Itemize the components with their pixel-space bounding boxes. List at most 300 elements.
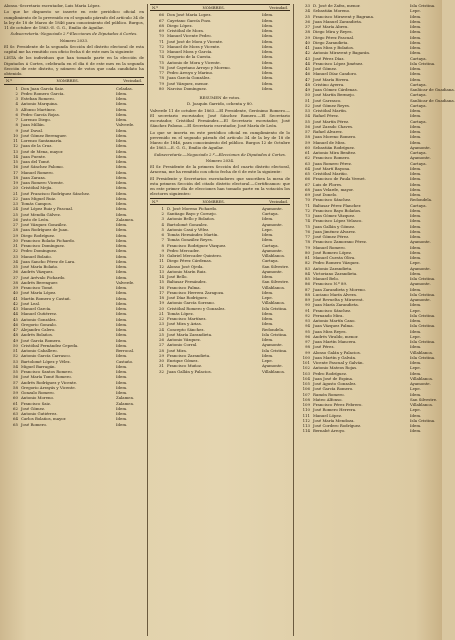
voter-name: Miguel Barragán. <box>21 363 56 369</box>
row-number: 78 <box>159 75 164 81</box>
column-rule <box>147 4 148 636</box>
voter-town: Cartaya. <box>410 118 427 124</box>
voter-town: Idem. <box>410 50 422 56</box>
row-number: 20 <box>159 305 164 311</box>
voter-name: Justo de León. <box>21 216 50 222</box>
voter-name: Don Juan García Saiz. <box>21 85 65 91</box>
row-number: 43 <box>13 306 18 311</box>
voter-town: Idem. <box>116 321 128 327</box>
row-number: 69 <box>159 28 164 33</box>
voter-town: Idem. <box>410 234 422 239</box>
voter-town: Idem. <box>410 302 422 308</box>
row-number: 20 <box>13 185 18 191</box>
voter-name: Carlos Bolaños, mayor. <box>21 416 67 422</box>
row-number: 55 <box>305 118 310 124</box>
voter-name: José Pérez Díaz. <box>313 55 345 61</box>
voter-town: Idem. <box>116 180 128 185</box>
voter-town: Idem. <box>116 127 128 133</box>
voter-name: Esteban Romero. <box>21 96 55 101</box>
voter-town: Idem. <box>410 76 422 82</box>
row-number: 25 <box>13 211 18 217</box>
voter-name: Gregorio Gonzalo. <box>21 321 57 327</box>
voter-town: Lepe. <box>262 358 273 363</box>
row-number: 60 <box>13 395 18 401</box>
row-number: 58 <box>305 134 310 140</box>
voter-name: Francisco Sánchez. <box>313 197 352 203</box>
voter-name: Rafael Pérez. <box>313 113 340 119</box>
row-number: 36 <box>13 269 18 275</box>
voter-name: Manuel Romero. <box>313 244 346 250</box>
row-number: 37 <box>305 24 310 29</box>
voter-name: Martín Romero y Castañ. <box>21 295 71 301</box>
row-number: 7 <box>15 117 18 122</box>
row-number: 81 <box>305 255 310 260</box>
voter-name: Juan Manuel Zarandieta. <box>313 18 363 24</box>
voter-town: Idem. <box>116 390 128 395</box>
row-number: 13 <box>13 148 18 154</box>
row-number: 90 <box>305 302 310 308</box>
voter-town: Idem. <box>116 195 128 201</box>
voter-town: Zalamea. <box>116 216 135 222</box>
voter-town: Idem. <box>410 139 422 145</box>
row-number: 72 <box>159 43 164 49</box>
voter-town: Idem. <box>410 123 422 129</box>
voter-town: Cartaya. <box>410 92 427 98</box>
voter-name: José Francisco Rodríguez Sánchez. <box>21 190 91 196</box>
row-number: 49 <box>305 87 310 92</box>
row-number: 10 <box>159 253 164 258</box>
voter-name: José María Zarandieta. <box>167 331 213 337</box>
voter-town: Idem. <box>116 258 128 264</box>
voter-town: Lepe. <box>262 295 273 300</box>
row-number: 22 <box>159 316 164 321</box>
voter-town: Idem. <box>116 290 128 296</box>
voter-town: Idem. <box>410 360 422 365</box>
voter-name: José Cordero Rodríguez. <box>313 423 362 428</box>
voter-town: Lepe. <box>410 407 421 413</box>
voter-town: Idem. <box>410 318 422 323</box>
voter-name: José Carrasco. <box>313 97 342 103</box>
row-number: 4 <box>161 221 164 227</box>
row-number: 88 <box>305 291 310 297</box>
voter-town: Villablanca. <box>262 300 286 306</box>
paragraph: Valverde 11 de octubre de 1863.—El Presidente, Gerónimo Romero.—El secretario escrutador, José Sánchez Romero.—El Secretario escrutador, Cristóbal Fernández.—El Secretario escrutador, José Sánchez Palomo.—El Secretario escrutador, José María de León. <box>150 107 290 129</box>
voter-town: Celadas. <box>116 85 133 91</box>
voter-name: Sebastián Moreno. <box>313 8 351 14</box>
voter-name: Cristóbal Martín. <box>313 108 347 113</box>
row-number: 17 <box>13 169 18 175</box>
voter-list <box>296 3 455 434</box>
voter-name: Francisco Miravent y Bagrana. <box>313 13 375 19</box>
row-number: 57 <box>13 379 18 385</box>
voter-town: Redondela. <box>410 197 433 203</box>
row-number: 96 <box>305 333 310 339</box>
voter-name: Alonso José Ojeda. <box>167 263 204 269</box>
voter-town: Idem. <box>116 416 128 422</box>
voter-name: Cayetano García Pozo. <box>167 17 212 23</box>
voter-town: Ayamonte. <box>262 268 283 274</box>
voter-name: José Martín Bermejo. <box>313 92 355 98</box>
voter-town: Idem. <box>262 38 274 44</box>
voter-name: Francisco Domínguez. <box>21 243 66 248</box>
row-number: 54 <box>13 363 18 369</box>
row-number: 72 <box>305 207 310 213</box>
numero: Número 2033. <box>59 37 89 43</box>
voter-name: José Duval. <box>21 127 44 133</box>
voter-name: Ramón Romero. <box>313 391 345 397</box>
voter-name: Francisco Romero. <box>313 155 351 161</box>
voter-name: Manuel Bolaño. <box>21 253 52 259</box>
row-number: 92 <box>305 312 310 318</box>
voter-town: Idem. <box>262 17 274 23</box>
voter-town: Idem. <box>116 243 128 248</box>
voter-name: Francisco Muñoz. <box>167 363 203 369</box>
voter-name: Antonio Marquina. <box>21 101 59 107</box>
row-number: 95 <box>305 328 310 334</box>
voter-name: Juan Miguel Ruiz. <box>21 195 57 201</box>
voter-town: Idem. <box>116 411 128 416</box>
voter-name: Cristino Ayerra. <box>313 81 345 87</box>
row-number: 32 <box>13 248 18 254</box>
voter-town: Idem. <box>410 223 422 229</box>
voter-name: Juan Mira Reyes. <box>313 328 347 334</box>
voter-name: Diego Pérez Pascual. <box>313 34 355 40</box>
voter-town: Idem. <box>116 174 128 180</box>
resumen-title: RESUMEN de votos. <box>199 95 241 100</box>
row-number: 46 <box>13 321 18 327</box>
voter-town: Idem. <box>410 24 422 29</box>
row-number: 2 <box>15 90 18 96</box>
row-number: 11 <box>159 258 164 264</box>
voter-name: D. José de Zafra, menor. <box>313 3 361 8</box>
row-number: 9 <box>161 247 164 253</box>
voter-name: José Sánchez Palomo. <box>21 164 64 170</box>
voter-town: Idem. <box>410 45 422 50</box>
voter-town: Idem. <box>262 54 274 60</box>
voter-town: Idem. <box>116 190 128 196</box>
voter-town: Cartaya. <box>410 160 427 166</box>
voter-town: Idem. <box>116 269 128 275</box>
row-number: 10 <box>13 132 18 138</box>
voter-town: Idem. <box>410 228 422 234</box>
voter-town: San Silvestre. <box>262 263 290 269</box>
row-number: 111 <box>302 412 310 418</box>
voter-town: Idem. <box>116 96 128 101</box>
voter-town: Idem. <box>410 134 422 140</box>
row-number: 49 <box>13 337 18 343</box>
row-number: 41 <box>13 295 18 301</box>
voter-town: Zalamea. <box>116 395 135 401</box>
voter-town: Idem. <box>262 321 274 327</box>
row-number: 101 <box>302 360 310 365</box>
row-number: 13 <box>159 268 164 274</box>
voter-town: Idem. <box>262 59 274 65</box>
voter-name: Cristóbal Mariño. <box>313 171 348 176</box>
voter-name: Juan Millán. <box>21 122 45 128</box>
voter-name: Cristóbal Romero y Gonzalez. <box>167 305 226 311</box>
voter-town: Idem. <box>116 374 128 380</box>
row-number: 73 <box>305 213 310 218</box>
voter-town: Idem. <box>116 405 128 411</box>
voter-town: Idem. <box>262 75 274 81</box>
voter-name: Juan Moreno Romero. <box>313 134 357 140</box>
voter-town: Idem. <box>410 34 422 40</box>
voter-town: Idem. <box>410 18 422 24</box>
voter-town: Idem. <box>116 248 128 254</box>
row-number: 108 <box>302 396 310 402</box>
column-1 <box>4 3 144 637</box>
voter-town: Idem. <box>116 153 128 159</box>
voter-town: Idem. <box>116 90 128 96</box>
voter-town: Idem. <box>116 206 128 212</box>
voter-town: Idem. <box>116 369 128 374</box>
voter-town: Isla Cristina. <box>410 312 436 318</box>
row-number: 42 <box>305 50 310 56</box>
voter-name: José Mira. <box>167 347 188 353</box>
voter-town: Idem. <box>262 33 274 39</box>
voter-town: Idem. <box>116 117 128 122</box>
row-number: 6 <box>15 111 18 117</box>
voter-town: Ayamonte. <box>410 155 431 161</box>
row-number: 73 <box>159 49 164 54</box>
voter-name: Pedro Romero Vázquez. <box>313 260 360 266</box>
voter-name: José María Tomé Romero. <box>21 374 72 380</box>
row-number: 37 <box>13 274 18 280</box>
voter-town: Idem. <box>410 181 422 187</box>
voter-name: Antonio Gutiérrez. <box>21 411 58 416</box>
row-number: 6 <box>161 232 164 237</box>
row-number: 26 <box>13 216 18 222</box>
row-number: 61 <box>13 400 18 406</box>
voter-name: Andrés Rodríguez y Vicente. <box>21 379 78 385</box>
voter-town: Idem. <box>410 213 422 218</box>
voter-name: José Vázquez, menor. <box>167 80 209 86</box>
voter-town: Idem. <box>116 300 128 306</box>
voter-name: Juan Gallán y Gómez. <box>313 223 356 229</box>
voter-town: Isla Cristina. <box>410 339 436 344</box>
voter-town: Idem. <box>262 80 274 86</box>
voter-town: Idem. <box>116 201 128 206</box>
voter-name: Andrés Vázquez. <box>21 269 54 275</box>
voter-name: Antonio Corral. <box>167 342 198 348</box>
row-number: 59 <box>13 390 18 395</box>
voter-name: Francisco Santos Romero. <box>21 369 73 374</box>
row-number: 16 <box>13 164 18 170</box>
voter-town: Ayamonte. <box>262 363 283 369</box>
voter-name: Diego Pérez Cárdenas. <box>167 258 212 264</box>
voter-town: Idem. <box>410 218 422 224</box>
row-number: 48 <box>305 81 310 87</box>
voter-town: Idem. <box>410 192 422 197</box>
voter-name: José García Romero. <box>21 337 62 343</box>
voter-name: Alfonso Martínez. <box>21 106 56 112</box>
paragraph: El Sr. Presidente de la primera Sección del cuarto distrito electoral, Aracena, me ha remitido con oficio fecha de 6 de este la siguiente: <box>150 164 290 175</box>
row-number: 3 <box>161 216 164 222</box>
voter-town: Lepe. <box>410 307 421 313</box>
voter-name: Enrique Gómez. <box>167 358 199 363</box>
row-number: 12 <box>159 263 164 269</box>
voter-town: Idem. <box>116 143 128 149</box>
voter-town: Isla Cristina. <box>262 305 288 311</box>
voter-town: Idem. <box>262 310 274 316</box>
row-number: 76 <box>305 228 310 234</box>
voter-town: Idem. <box>262 289 274 295</box>
voter-town: Villablanca. <box>410 349 434 355</box>
row-number: 34 <box>13 258 18 264</box>
voter-town: Idem. <box>262 232 274 237</box>
voter-town: Idem. <box>116 169 128 175</box>
voter-name: José de Mena, mayor. <box>21 148 64 154</box>
voter-town: Valverde. <box>116 122 135 128</box>
row-number: 60 <box>305 144 310 150</box>
row-number: 1 <box>161 205 164 211</box>
row-number: 56 <box>13 374 18 380</box>
row-number: 64 <box>305 165 310 171</box>
row-number: 21 <box>159 310 164 316</box>
voter-name: Francisco López Velasco. <box>313 218 363 224</box>
row-number: 112 <box>302 417 310 423</box>
voter-name: José Gómez. <box>21 405 46 411</box>
voter-name: José Revuelta y Miravent. <box>313 297 364 302</box>
row-number: 109 <box>302 402 310 407</box>
voter-name: Antonio Caballero. <box>21 348 58 353</box>
voter-name: Luciano Marín Alvera. <box>313 291 358 297</box>
voter-town: Idem. <box>410 270 422 276</box>
row-number: 74 <box>159 54 164 60</box>
voter-name: Manuel Cuesta Oliva. <box>313 255 356 260</box>
column-rule <box>293 4 294 636</box>
row-number: 7 <box>161 237 164 243</box>
voter-name: Francisco Zarandieta. <box>167 352 211 358</box>
voter-name: José Díaz Rodríguez. <box>167 295 208 300</box>
row-number: 18 <box>159 295 164 300</box>
voter-name: Juan García González. <box>167 75 211 81</box>
row-number: 33 <box>13 253 18 259</box>
row-number: 66 <box>159 12 164 18</box>
voter-name: Cristóbal Mejía. <box>21 185 53 191</box>
voter-name: Francisco Zamorano Pérez. <box>313 239 368 245</box>
row-number: 113 <box>302 423 310 428</box>
voter-town: Isla Cristina. <box>262 347 288 353</box>
row-number: 79 <box>159 80 164 86</box>
row-number: 107 <box>302 391 310 397</box>
row-number: 52 <box>13 353 18 359</box>
voter-town: Idem. <box>116 237 128 243</box>
row-number: 30 <box>159 358 164 363</box>
voter-name: José Gómez. <box>313 66 338 71</box>
voter-name: Cristóbal Fernández Cepeda. <box>21 342 79 348</box>
row-number: 63 <box>13 411 18 416</box>
voter-town: Zalamea. <box>116 400 135 406</box>
voter-name: Mateo Alfonso. <box>313 396 343 402</box>
row-number: 74 <box>305 218 310 224</box>
voter-name: Manuel de Mira. <box>313 139 346 145</box>
voter-name: Andrés Berenguer. <box>21 279 58 285</box>
voter-town: Ayamonte. <box>410 281 431 287</box>
voter-name: Antonio González. <box>21 316 57 322</box>
row-number: 105 <box>302 381 310 386</box>
row-number: 85 <box>305 276 310 281</box>
voter-name: Antonio Mira Benítez. <box>313 150 357 155</box>
row-number: 4 <box>15 101 18 107</box>
row-number: 9 <box>15 127 18 133</box>
voter-name: Tomás Hernández Martín. <box>167 232 219 237</box>
voter-town: Idem. <box>116 337 128 343</box>
voter-name: Tomás Campos. <box>21 201 52 206</box>
voter-town: Ayamonte. <box>262 221 283 227</box>
voter-name: Juan Romero Vicente. <box>21 180 64 185</box>
voter-name: Pedro García Rojas. <box>21 111 60 117</box>
voter-name: Juan Zarandieta y Moreno. <box>313 286 366 292</box>
voter-name: Sebastián Rodríguez. <box>313 144 356 150</box>
voter-name: José María López. <box>21 290 57 296</box>
voter-name: Pedro Mercader. <box>167 247 200 253</box>
voter-town: Idem. <box>116 332 128 338</box>
voter-name: Juan Rodríguez de Juan. <box>21 227 69 233</box>
voter-town: Villablanca. <box>410 402 434 407</box>
table-header: N.º NOMBRES. Vecindad. <box>4 77 144 84</box>
voter-town: Villablanca. <box>262 368 286 374</box>
row-number: 26 <box>159 337 164 342</box>
voter-town: Idem. <box>262 70 274 75</box>
row-number: 16 <box>159 284 164 290</box>
voter-town: Ayamonte. <box>410 265 431 271</box>
row-number: 67 <box>159 17 164 23</box>
row-number: 79 <box>305 244 310 250</box>
voter-town: Idem. <box>116 363 128 369</box>
voter-name: Manuel Gutiérrez. <box>21 311 58 317</box>
voter-town: Idem. <box>262 64 274 70</box>
voter-name: Juan del Tomé. <box>21 159 51 164</box>
voter-name: Francisco Palma. <box>167 284 201 290</box>
row-number: 80 <box>305 249 310 255</box>
voter-town: Idem. <box>116 274 128 280</box>
voter-town: Cartaya. <box>262 211 279 216</box>
voter-town: Idem. <box>410 423 422 428</box>
voter-name: Juan Jiménez Alvarez. <box>313 228 357 234</box>
row-number: 70 <box>305 197 310 203</box>
voter-town: Idem. <box>116 253 128 259</box>
voter-name: Pedro Domínguez. <box>21 248 58 254</box>
voter-town: Idem. <box>410 391 422 397</box>
row-number: 64 <box>13 416 18 422</box>
row-number: 33 <box>305 3 310 8</box>
voter-name: Fernando Mira. <box>313 312 344 318</box>
voter-name: Don José María Lopez. <box>167 12 212 18</box>
row-number: 110 <box>302 407 310 413</box>
row-number: 24 <box>13 206 18 212</box>
voter-name: José Romero López. <box>313 249 353 255</box>
voter-town: Idem. <box>410 344 422 350</box>
row-number: 47 <box>13 327 18 332</box>
voter-name: Manuel López. <box>313 412 343 418</box>
voter-name: Narciso Domínguez. <box>167 85 208 91</box>
voter-town: Idem. <box>116 111 128 117</box>
voter-name: José Martín Pérez. <box>313 118 350 124</box>
voter-town: Idem. <box>410 244 422 250</box>
voter-town: Idem. <box>116 342 128 348</box>
voter-town: San Silvestre. <box>262 279 290 285</box>
voter-town: Isla Cristina. <box>410 417 436 423</box>
row-number: 75 <box>159 59 164 65</box>
voter-town: Idem. <box>410 39 422 45</box>
voter-town: Idem. <box>410 286 422 292</box>
row-number: 114 <box>302 428 310 434</box>
voter-town: Idem. <box>410 165 422 171</box>
voter-name: Manuel García. <box>21 306 52 311</box>
voter-name: Francisco López Jiménez. <box>313 60 364 66</box>
voter-name: Juan Martín y Galván. <box>313 354 357 360</box>
